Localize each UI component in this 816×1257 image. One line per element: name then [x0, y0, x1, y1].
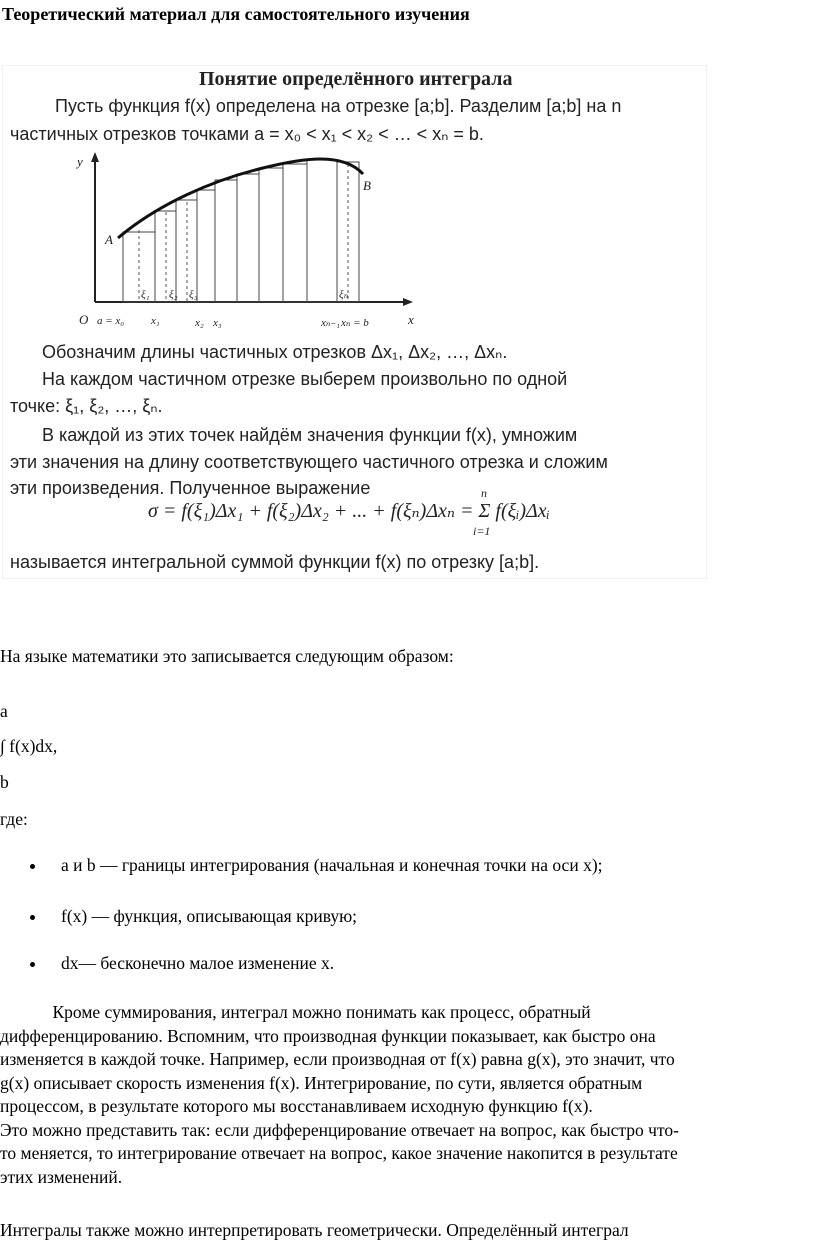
scan-heading: Понятие определённого интеграла [199, 68, 513, 90]
integral-upper: a [0, 701, 8, 721]
sum-upper-limit: n [481, 486, 487, 500]
page-title: Теоретический материал для самостоятельного изучения [2, 4, 470, 24]
where-label: где: [0, 809, 28, 829]
xi-label: ξ₂ [169, 289, 178, 301]
bullet-icon [30, 962, 35, 967]
point-b-label: B [363, 178, 371, 193]
partition-rect [215, 180, 237, 302]
integral-sum-formula: σ = f(ξ₁)Δx₁ + f(ξ₂)Δx₂ + ... + f(ξₙ)Δxₙ = Σ f(ξᵢ)Δxᵢ [148, 500, 550, 522]
partition-rect [283, 164, 307, 302]
partition-rect [307, 160, 337, 302]
scan-line-4: На каждом частичном отрезке выберем произвольно по одной [42, 369, 568, 389]
partition-rect [197, 190, 215, 302]
scan-line-9: называется интегральной суммой функции f(x) по отрезку [a;b]. [10, 552, 540, 572]
x-label: x [408, 312, 414, 327]
integral-lower: b [0, 772, 9, 792]
partition-rect [237, 174, 259, 302]
sum-lower-limit: i=1 [473, 524, 491, 538]
scan-line-3: Обозначим длины частичных отрезков Δx₁, Δx₂, …, Δxₙ. [42, 342, 508, 362]
tick-label: xₙ₋₁ [321, 317, 340, 329]
tick-label: xₙ = b [341, 317, 369, 329]
scan-line-1: Пусть функция f(x) определена на отрезке [a;b]. Разделим [a;b] на n [55, 96, 622, 116]
scan-line-2: частичных отрезков точками a = x₀ < x₁ < x₂ < … < xₙ = b. [10, 124, 484, 144]
tick-label: x₁ [151, 315, 160, 327]
scan-line-8: эти произведения. Полученное выражение [10, 478, 371, 498]
scan-line-6: В каждой из этих точек найдём значения функции f(x), умножим [42, 425, 578, 445]
tick-label: a = x₀ [97, 315, 125, 327]
scanned-textbook-image [3, 66, 706, 578]
paragraph-geometric: Интегралы также можно интерпретировать геометрически. Определённый интеграл [0, 1220, 629, 1240]
paragraph-inverse-differentiation: Кроме суммирования, интеграл можно понимать как процесс, обратный дифференцированию. Вспомним, что производная функции показывает, как быстро она изменяется в каждой точке. Например, если производная от f(x) равна g(x), это значит, что g(x) описывает скорость изменения f(x). Интегрирование, по сути, является обратным процессом, в результате которого мы восстанавливаем исходную функцию f(x). Это можно представить так: если дифференцирование отвечает на вопрос, как быстро что- то меняется, то интегрирование отвечает на вопрос, какое значение накопится в результате этих изменений. [0, 1002, 679, 1187]
xi-label: ξ₃ [189, 289, 198, 301]
bullet-icon [30, 915, 35, 920]
origin-label: O [79, 312, 89, 327]
xi-label: ξₙ [339, 289, 349, 301]
scan-line-7: эти значения на длину соответствующего частичного отрезка и сложим [10, 452, 608, 472]
y-axis-arrow [91, 152, 99, 162]
partition-rect [259, 168, 283, 302]
y-label: y [77, 154, 83, 169]
bullet-icon [30, 864, 35, 869]
point-a-label: A [105, 232, 113, 247]
intro-text: На языке математики это записывается следующим образом: [0, 646, 454, 666]
integral-expression: ∫ f(x)dx, [0, 736, 58, 756]
tick-label: x₃ [213, 317, 222, 329]
riemann-sum-graph [63, 152, 483, 342]
xi-label: ξ₁ [141, 289, 150, 301]
x-axis-arrow [403, 298, 413, 306]
scan-line-5: точке: ξ₁, ξ₂, …, ξₙ. [10, 396, 163, 416]
tick-label: x₂ [195, 317, 204, 329]
